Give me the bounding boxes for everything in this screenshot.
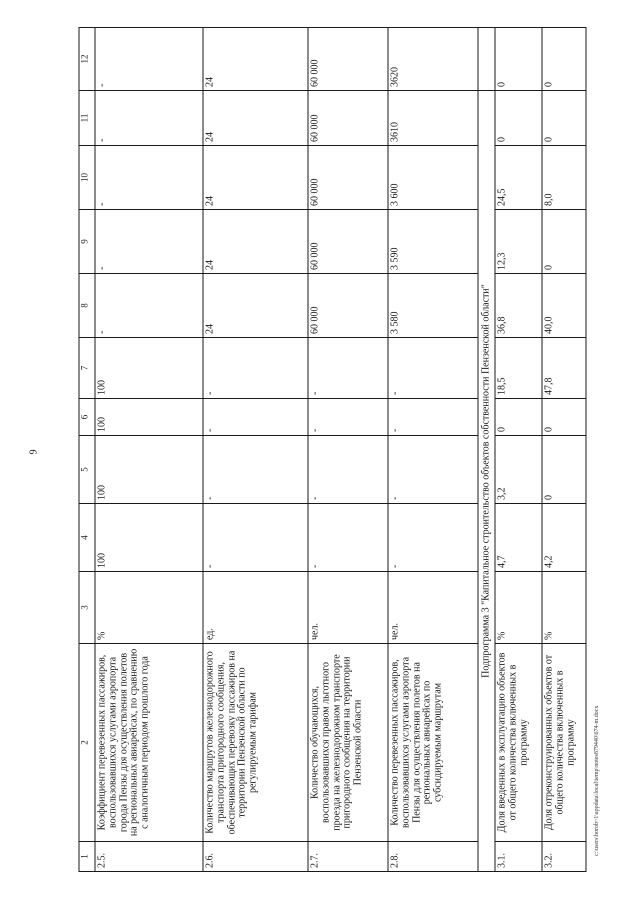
value-cell: 47,8 <box>542 338 586 399</box>
col-header: 12 <box>79 28 95 91</box>
col-header: 11 <box>79 91 95 146</box>
row-number: 2.6. <box>203 842 308 872</box>
indicators-table <box>78 27 586 872</box>
value-cell: 60 000 <box>308 210 388 274</box>
col-header: 9 <box>79 210 95 274</box>
indicator-name: Доля отреконструированных объектов от общего количества включенных в программу <box>542 644 586 842</box>
value-cell: 0 <box>542 91 586 146</box>
section-row <box>478 28 495 872</box>
col-header: 6 <box>79 399 95 436</box>
value-cell: - <box>95 210 203 274</box>
value-cell: - <box>308 338 388 399</box>
col-header: 1 <box>79 842 95 872</box>
value-cell: 3 600 <box>388 146 478 210</box>
indicator-name: Коэффициент перевезенных пассажиров, воспользовавшихся услугами аэропорта города Пензы для осуществления полетов на региональных авиарейсах, по сравнению с аналогичным периодом прошлого года <box>95 644 203 842</box>
value-cell: 4,7 <box>495 504 542 572</box>
value-cell: 24 <box>203 274 308 338</box>
value-cell: 24,5 <box>495 146 542 210</box>
value-cell: - <box>95 91 203 146</box>
value-cell: 12,3 <box>495 210 542 274</box>
indicator-name: Количество перевезенных пассажиров, воспользовавшихся услугами аэропорта Пензы для осуществления полетов на региональных авиарейсах по субсидируемым маршрутам <box>388 644 478 842</box>
col-header: 10 <box>79 146 95 210</box>
row-number: 3.2. <box>542 842 586 872</box>
table-row <box>95 28 203 872</box>
table-row <box>495 28 542 872</box>
table-row <box>308 28 388 872</box>
value-cell: - <box>388 338 478 399</box>
value-cell: - <box>308 399 388 436</box>
value-cell: 3610 <box>388 91 478 146</box>
value-cell: 24 <box>203 146 308 210</box>
value-cell: 0 <box>495 28 542 91</box>
row-number: 2.5. <box>95 842 203 872</box>
value-cell: - <box>388 504 478 572</box>
value-cell: - <box>308 436 388 504</box>
table-row <box>542 28 586 872</box>
value-cell: 100 <box>95 399 203 436</box>
value-cell: 3620 <box>388 28 478 91</box>
row-number: 2.8. <box>388 842 478 872</box>
page-number: 9 <box>28 449 40 455</box>
value-cell: 24 <box>203 210 308 274</box>
value-cell: 0 <box>495 91 542 146</box>
indicator-name: Количество маршрутов железнодорожного транспорта пригородного сообщения, обеспечивающих перевозку пассажиров на территории Пензенской области по регулируемым тарифам <box>203 644 308 842</box>
value-cell: 8,0 <box>542 146 586 210</box>
value-cell: 4,2 <box>542 504 586 572</box>
col-header: 7 <box>79 338 95 399</box>
table-row <box>388 28 478 872</box>
value-cell: 100 <box>95 504 203 572</box>
value-cell: 0 <box>542 436 586 504</box>
value-cell: 24 <box>203 91 308 146</box>
value-cell: 36,8 <box>495 274 542 338</box>
value-cell: - <box>203 399 308 436</box>
value-cell: 18,5 <box>495 338 542 399</box>
indicator-name: Доля введенных в эксплуатацию объектов от общего количества включенных в программу <box>495 644 542 842</box>
col-header: 4 <box>79 504 95 572</box>
value-cell: 0 <box>542 28 586 91</box>
value-cell: - <box>388 436 478 504</box>
value-cell: - <box>203 338 308 399</box>
unit-cell: % <box>95 572 203 644</box>
value-cell: - <box>95 28 203 91</box>
unit-cell: чел. <box>308 572 388 644</box>
unit-cell: % <box>542 572 586 644</box>
indicator-name: Количество обучающихся, воспользовавшихся правом льготного проезда на железнодорожном транспорте пригородного сообщения на территории Пензенской области <box>308 644 388 842</box>
section-spacer-cell <box>478 28 495 91</box>
value-cell: 0 <box>542 399 586 436</box>
header-row <box>79 28 95 872</box>
value-cell: 0 <box>495 399 542 436</box>
row-number: 3.1. <box>495 842 542 872</box>
value-cell: - <box>203 504 308 572</box>
col-header: 3 <box>79 572 95 644</box>
subprogram-title: Подпрограмма 3 "Капитальное строительство объектов собственности Пензенской области" <box>478 91 495 872</box>
value-cell: 3 580 <box>388 274 478 338</box>
value-cell: 60 000 <box>308 28 388 91</box>
value-cell: - <box>95 146 203 210</box>
col-header: 8 <box>79 274 95 338</box>
value-cell: 0 <box>542 210 586 274</box>
unit-cell: чел. <box>388 572 478 644</box>
unit-cell: % <box>495 572 542 644</box>
value-cell: 100 <box>95 338 203 399</box>
col-header: 5 <box>79 436 95 504</box>
value-cell: 40,0 <box>542 274 586 338</box>
value-cell: - <box>203 436 308 504</box>
value-cell: 60 000 <box>308 91 388 146</box>
value-cell: - <box>308 504 388 572</box>
value-cell: 60 000 <box>308 274 388 338</box>
value-cell: 100 <box>95 436 203 504</box>
unit-cell: ед. <box>203 572 308 644</box>
table-row <box>203 28 308 872</box>
rotated-table-container <box>78 28 576 872</box>
value-cell: 3 590 <box>388 210 478 274</box>
value-cell: - <box>388 399 478 436</box>
row-number: 2.7. <box>308 842 388 872</box>
value-cell: 60 000 <box>308 146 388 210</box>
value-cell: - <box>95 274 203 338</box>
col-header: 2 <box>79 644 95 842</box>
value-cell: 3,2 <box>495 436 542 504</box>
footer-file-path: c:\users\borob~1\appdata\local\temp\notes879440\674-m.docx <box>594 705 600 856</box>
value-cell: 24 <box>203 28 308 91</box>
